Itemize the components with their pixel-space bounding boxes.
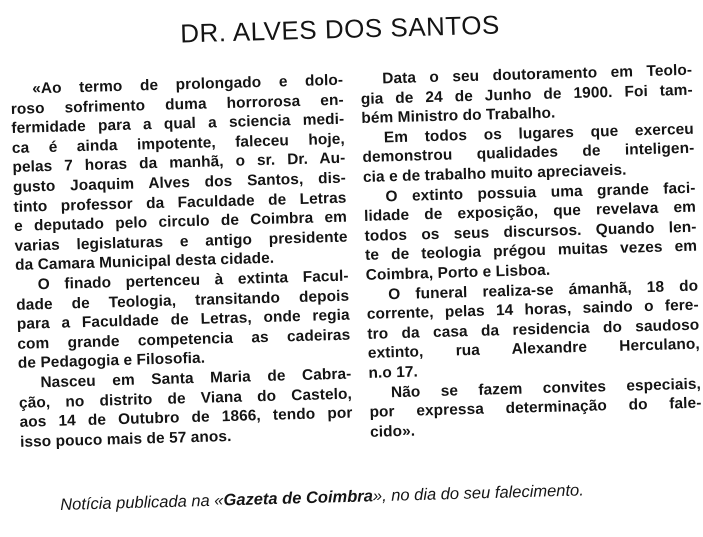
text-line: por expressa determinação do fale- xyxy=(369,394,702,421)
text-line: fermidade para a qual a sciencia medi- xyxy=(11,110,345,138)
text-line: tinto professor da Faculdade de Letras xyxy=(13,189,347,216)
text-line: Em todos os lugares que exerceu xyxy=(383,120,695,147)
text-line: O funeral realiza-se ámanhã, 18 do xyxy=(388,277,699,303)
text-line: lidade de exposição, que revelava em xyxy=(363,198,697,226)
caption-prefix: Notícia publicada na « xyxy=(60,491,224,514)
text-line: e deputado pelo circulo de Coimbra em xyxy=(13,208,348,236)
text-line: ção, no distrito de Viana do Castelo, xyxy=(18,385,353,412)
text-line: dade de Teologia, transitando depois xyxy=(16,287,350,314)
text-line: varias legislaturas e antigo presidente xyxy=(14,228,348,255)
right-column xyxy=(360,61,702,442)
caption-newspaper: Gazeta de Coimbra xyxy=(223,487,374,510)
caption xyxy=(60,479,660,515)
text-line: te de teologia prégou muitas vezes em xyxy=(364,238,698,265)
text-line: de Pedagogia e Filosofia. xyxy=(17,349,206,373)
text-line: Nasceu em Santa Maria de Cabra- xyxy=(40,365,352,392)
text-line: para a Faculdade de Letras, onde regia xyxy=(16,306,350,334)
text-line: ca é ainda impotente, faleceu hoje, xyxy=(11,130,346,157)
text-line: com grande competencia as cadeiras xyxy=(17,326,351,353)
text-line: todos os seus discursos. Quando len- xyxy=(364,218,697,245)
text-line: O extinto possuia uma grande faci- xyxy=(385,179,696,205)
left-column xyxy=(10,71,353,452)
text-line: da Camara Municipal desta cidade. xyxy=(14,250,275,275)
text-line: demonstrou qualidades de inteligen- xyxy=(362,140,695,167)
text-line: tro da casa da residencia do saudoso xyxy=(367,316,700,343)
text-line: Data o seu doutoramento em Teolo- xyxy=(382,61,693,88)
text-line: pelas 7 horas da manhã, o sr. Dr. Au- xyxy=(12,150,346,177)
text-line: gia de 24 de Junho de 1900. Foi tam- xyxy=(360,81,693,108)
text-line: extinto, rua Alexandre Herculano, xyxy=(367,335,701,363)
text-line: isso pouco mais de 57 anos. xyxy=(19,427,232,451)
text-line: Coimbra, Porto e Lisboa. xyxy=(365,261,551,284)
text-line: corrente, pelas 14 horas, saindo o fere- xyxy=(366,296,699,324)
text-line: bém Ministro do Trabalho. xyxy=(361,104,556,128)
text-line: aos 14 de Outubro de 1866, tendo por xyxy=(19,404,353,431)
text-line: gusto Joaquim Alves dos Santos, dis- xyxy=(12,169,347,196)
text-line: roso sofrimento duma horrorosa en- xyxy=(10,91,344,118)
text-line: O finado pertenceu à extinta Facul- xyxy=(37,267,349,294)
text-line: cia e de trabalho muito apreciaveis. xyxy=(362,161,627,186)
article-title: DR. ALVES DOS SANTOS xyxy=(179,9,501,49)
text-line: n.o 17. xyxy=(368,363,419,382)
text-line: Não se fazem convites especiais, xyxy=(390,375,702,401)
text-line: «Ao termo de prolongado e dolo- xyxy=(32,71,344,98)
caption-suffix: », no dia do seu falecimento. xyxy=(372,481,585,506)
text-line: cido». xyxy=(369,422,416,441)
